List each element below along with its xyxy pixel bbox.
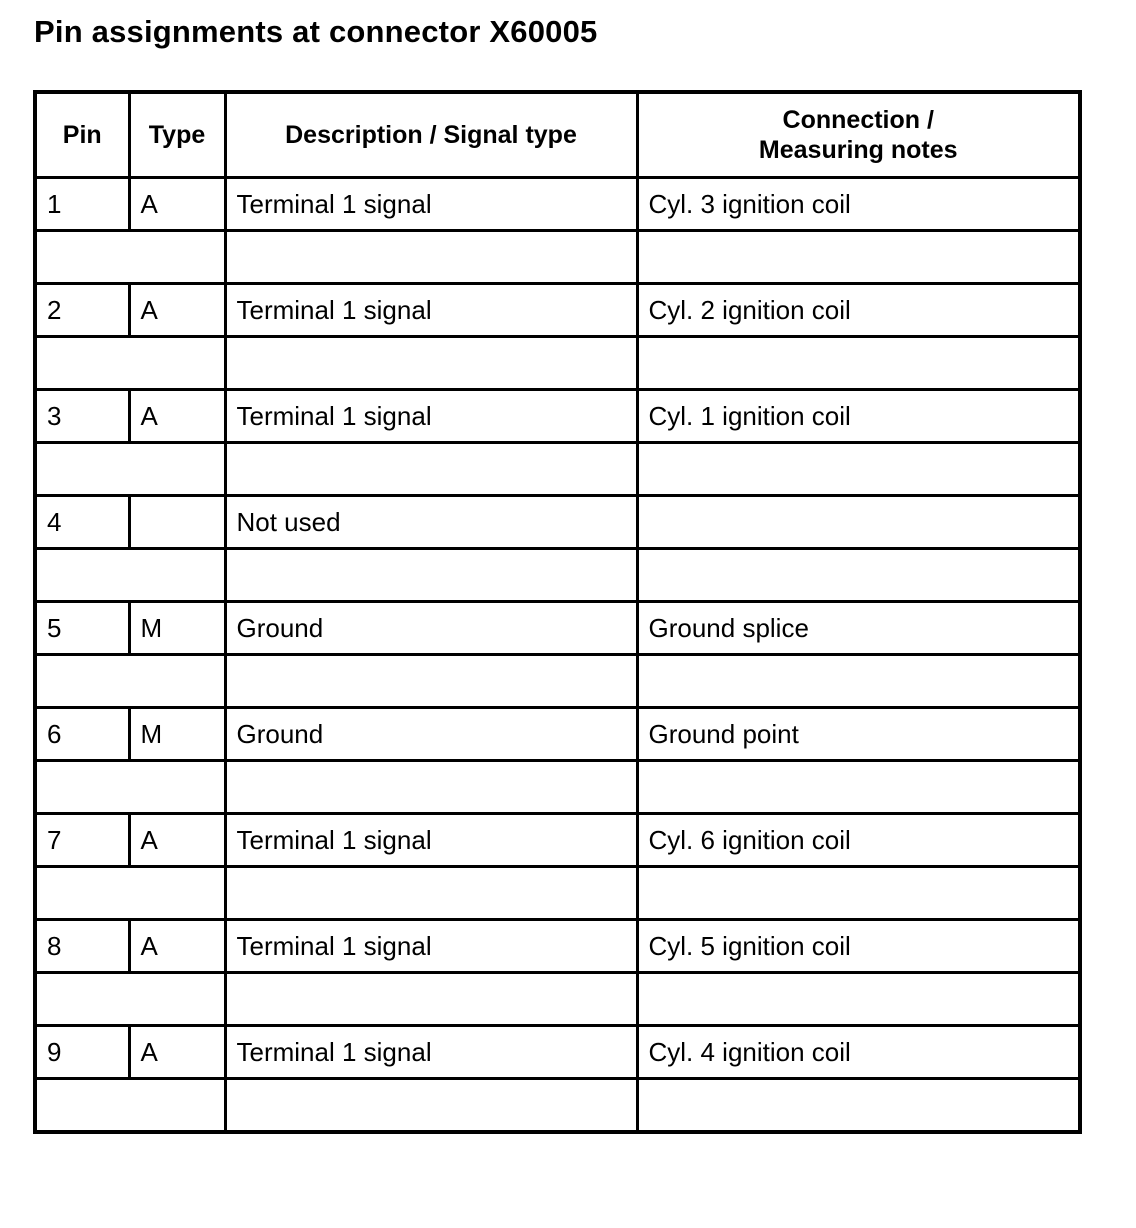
pin-cell: 6 bbox=[35, 708, 129, 761]
pin-assignment-table bbox=[33, 90, 1082, 1134]
table-row bbox=[35, 178, 1080, 231]
spacer-cell bbox=[225, 1079, 637, 1133]
table-row bbox=[35, 284, 1080, 337]
spacer-cell bbox=[35, 761, 225, 814]
connection-cell: Cyl. 5 ignition coil bbox=[637, 920, 1080, 973]
description-cell: Terminal 1 signal bbox=[225, 178, 637, 231]
type-cell: A bbox=[129, 284, 225, 337]
spacer-cell bbox=[225, 655, 637, 708]
connection-cell: Ground splice bbox=[637, 602, 1080, 655]
table-header-row bbox=[35, 92, 1080, 178]
connection-cell: Ground point bbox=[637, 708, 1080, 761]
column-header-description: Description / Signal type bbox=[225, 92, 637, 178]
table-spacer-row bbox=[35, 867, 1080, 920]
spacer-cell bbox=[35, 549, 225, 602]
column-header-type: Type bbox=[129, 92, 225, 178]
type-cell: A bbox=[129, 1026, 225, 1079]
spacer-cell bbox=[225, 443, 637, 496]
spacer-cell bbox=[35, 443, 225, 496]
spacer-cell bbox=[637, 655, 1080, 708]
spacer-cell bbox=[637, 443, 1080, 496]
table-row bbox=[35, 496, 1080, 549]
spacer-cell bbox=[637, 761, 1080, 814]
spacer-cell bbox=[35, 867, 225, 920]
table-row bbox=[35, 390, 1080, 443]
spacer-cell bbox=[225, 337, 637, 390]
table-spacer-row bbox=[35, 1079, 1080, 1133]
spacer-cell bbox=[225, 867, 637, 920]
type-cell: A bbox=[129, 178, 225, 231]
spacer-cell bbox=[35, 973, 225, 1026]
table-spacer-row bbox=[35, 443, 1080, 496]
type-cell: A bbox=[129, 814, 225, 867]
type-cell: A bbox=[129, 390, 225, 443]
pin-cell: 4 bbox=[35, 496, 129, 549]
spacer-cell bbox=[637, 549, 1080, 602]
connection-cell bbox=[637, 496, 1080, 549]
spacer-cell bbox=[637, 973, 1080, 1026]
pin-cell: 2 bbox=[35, 284, 129, 337]
type-cell bbox=[129, 496, 225, 549]
column-header-connection-line1: Connection / bbox=[782, 106, 934, 134]
spacer-cell bbox=[35, 655, 225, 708]
spacer-cell bbox=[225, 973, 637, 1026]
description-cell: Not used bbox=[225, 496, 637, 549]
spacer-cell bbox=[637, 337, 1080, 390]
pin-cell: 8 bbox=[35, 920, 129, 973]
type-cell: M bbox=[129, 602, 225, 655]
spacer-cell bbox=[637, 1079, 1080, 1133]
connection-cell: Cyl. 4 ignition coil bbox=[637, 1026, 1080, 1079]
table-spacer-row bbox=[35, 761, 1080, 814]
spacer-cell bbox=[35, 1079, 225, 1133]
type-cell: M bbox=[129, 708, 225, 761]
description-cell: Terminal 1 signal bbox=[225, 390, 637, 443]
column-header-connection bbox=[637, 92, 1080, 178]
connection-cell: Cyl. 3 ignition coil bbox=[637, 178, 1080, 231]
pin-cell: 5 bbox=[35, 602, 129, 655]
type-cell: A bbox=[129, 920, 225, 973]
table-row bbox=[35, 708, 1080, 761]
pin-cell: 9 bbox=[35, 1026, 129, 1079]
spacer-cell bbox=[637, 231, 1080, 284]
page-title: Pin assignments at connector X60005 bbox=[34, 14, 598, 49]
spacer-cell bbox=[225, 549, 637, 602]
description-cell: Ground bbox=[225, 708, 637, 761]
table-row bbox=[35, 814, 1080, 867]
pin-cell: 1 bbox=[35, 178, 129, 231]
description-cell: Terminal 1 signal bbox=[225, 814, 637, 867]
spacer-cell bbox=[35, 337, 225, 390]
table-spacer-row bbox=[35, 337, 1080, 390]
description-cell: Terminal 1 signal bbox=[225, 920, 637, 973]
description-cell: Terminal 1 signal bbox=[225, 284, 637, 337]
spacer-cell bbox=[225, 231, 637, 284]
table-spacer-row bbox=[35, 655, 1080, 708]
spacer-cell bbox=[637, 867, 1080, 920]
spacer-cell bbox=[225, 761, 637, 814]
table-spacer-row bbox=[35, 973, 1080, 1026]
pin-cell: 3 bbox=[35, 390, 129, 443]
connection-cell: Cyl. 1 ignition coil bbox=[637, 390, 1080, 443]
table-row bbox=[35, 1026, 1080, 1079]
connection-cell: Cyl. 2 ignition coil bbox=[637, 284, 1080, 337]
table-row bbox=[35, 920, 1080, 973]
table-row bbox=[35, 602, 1080, 655]
connection-cell: Cyl. 6 ignition coil bbox=[637, 814, 1080, 867]
description-cell: Terminal 1 signal bbox=[225, 1026, 637, 1079]
pin-cell: 7 bbox=[35, 814, 129, 867]
column-header-connection-line2: Measuring notes bbox=[758, 136, 958, 164]
spacer-cell bbox=[35, 231, 225, 284]
description-cell: Ground bbox=[225, 602, 637, 655]
column-header-pin: Pin bbox=[35, 92, 129, 178]
table-spacer-row bbox=[35, 231, 1080, 284]
table-spacer-row bbox=[35, 549, 1080, 602]
